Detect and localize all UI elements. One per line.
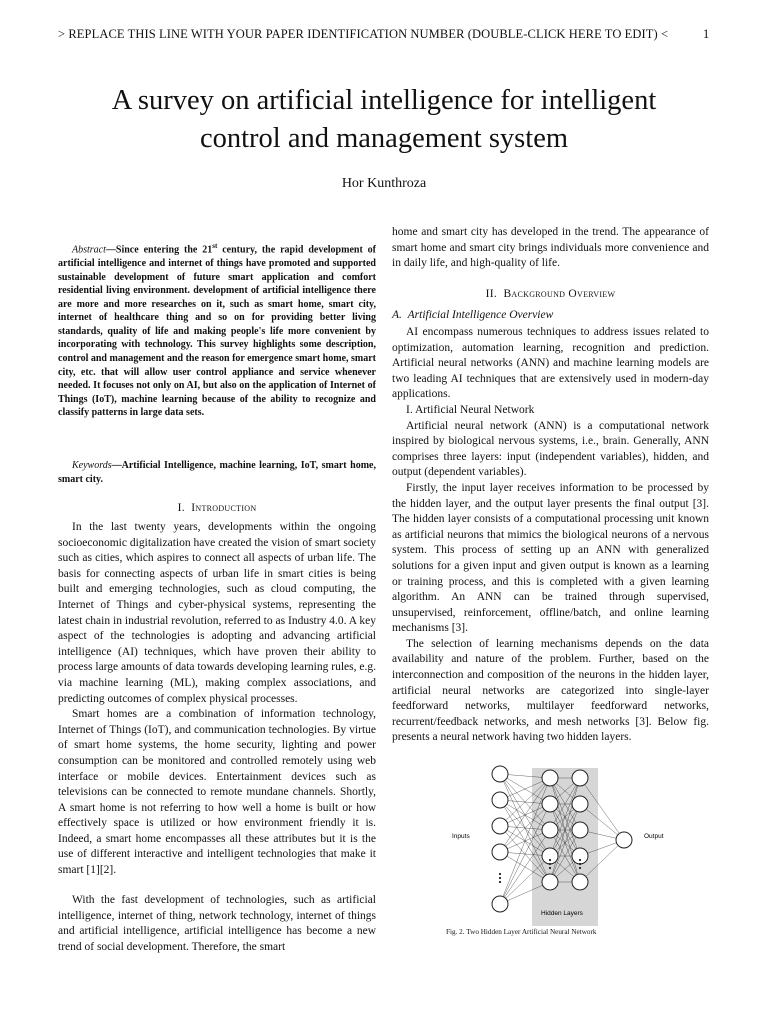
hidden-layers-label: Hidden Layers: [541, 910, 583, 917]
hidden1-node: [542, 822, 558, 838]
introduction-body-continued: [58, 893, 376, 955]
section-numeral: II.: [485, 288, 498, 300]
ann-paragraph-2: Firstly, the input layer receives information to be processed by the hidden layer, and the output layer presents the final output [3]. The hidden layer consists of a computational processing unit known as artificial neurons that mimics the biological neurons of a nervous system. This process of setting up an ANN with generalized solutions for a given input and given output is known as a learning or training process, and this is completed with a given learning algorithm. An ANN can be trained through supervised, unsupervised, reinforcement, offline/batch, and online learning mechanisms [3].: [392, 481, 709, 635]
intro-paragraph-2: Smart homes are a combination of information technology, Internet of Things (IoT), and communication technologies. By virtue of smart home systems, the home security, lighting and power consumption can be monitored and controlled remotely using web interface or mobile devices. Entertainment devices such as televisions can be connected to remote mundane channels. Shortly, A smart home is not referring to how well a home is built or how effectively space is utilized or how environment friendly it is. Indeed, a smart home encompasses all these attributes but it is the use of different interactive and intelligent technologies that make it smart [1][2].: [58, 708, 376, 877]
output-node: [616, 832, 632, 848]
output-label: Output: [644, 833, 664, 840]
ellipsis-dot: [549, 867, 551, 869]
abstract-text-1: Since entering the 21: [115, 244, 213, 256]
section-heading-background: [392, 288, 709, 300]
hidden1-node: [542, 848, 558, 864]
hidden1-node: [542, 770, 558, 786]
input-node: [492, 766, 508, 782]
ellipsis-dot: [579, 859, 581, 861]
section-title: Background Overview: [503, 288, 616, 300]
inputs-label: Inputs: [452, 833, 470, 840]
author-name: Hor Kunthroza: [341, 176, 427, 191]
ellipsis-dot: [499, 873, 501, 875]
page-number: 1: [703, 27, 710, 41]
abstract-dash: —: [105, 244, 116, 256]
abstract-superscript: st: [212, 242, 218, 250]
hidden1-node: [542, 796, 558, 812]
subsection-title: Artificial Intelligence Overview: [407, 309, 554, 321]
input-node: [492, 844, 508, 860]
section-heading-introduction: [58, 502, 376, 514]
input-node: [492, 818, 508, 834]
title-line-1: A survey on artificial intelligence for intelligent: [111, 85, 657, 116]
hidden2-node: [572, 770, 588, 786]
ann-subheading: I. Artificial Neural Network: [406, 403, 535, 416]
hidden2-node: [572, 822, 588, 838]
subsection-label: A.: [392, 309, 402, 321]
ellipsis-dot: [549, 863, 551, 865]
title-line-2: control and management system: [199, 123, 569, 154]
running-head: > REPLACE THIS LINE WITH YOUR PAPER IDENTIFICATION NUMBER (DOUBLE-CLICK HERE TO EDIT) <: [58, 27, 669, 41]
ai-paragraph: AI encompass numerous techniques to address issues related to optimization, automation learning, recognition and prediction. Artificial neural networks (ANN) and machine learning models are two leading AI techniques that are extensively used in modern-day applications.: [392, 326, 709, 401]
right-column-continuation: [392, 225, 709, 272]
ann-paragraph-3: The selection of learning mechanisms depends on the data availability and nature of the problem. Further, based on the interconnection and composition of the neurons in the hidden layer, artificial neural networks are categorized into single-layer feedforward networks, multilayer feedforward networks, recurrent/feedback networks, and mesh networks [3]. Below fig. presents a neural network having two hidden layers.: [392, 637, 709, 744]
abstract-text-2: century, the rapid development of artificial intelligence and internet of things have promoted and supported sustainable development of future smart application and comfort residential living environment. development of artificial intelligence there are more and more researches on it, such as smart home, smart city, internet of healthcare thing and so on for providing better living standards, quality of life and making people's life more convenient by incorporating with technology. This survey highlights some description, control and management and the reason for emergence smart home, smart city, etc. that will allow user control appliance and service whenever needed. It focuses not only on AI, but also on the application of Internet of Things (IoT), machine learning because of the ability to recognize and classify patterns in large data sets.: [58, 244, 377, 419]
figure-caption: Fig. 2. Two Hidden Layer Artificial Neural Network: [446, 928, 597, 936]
ellipsis-dot: [579, 867, 581, 869]
ellipsis-dot: [499, 881, 501, 883]
section-title: Introduction: [191, 502, 257, 514]
ellipsis-dot: [579, 863, 581, 865]
neural-network-figure: [448, 760, 664, 935]
keywords-dash: —: [111, 460, 122, 471]
paper-title: [40, 82, 728, 158]
ann-paragraph-1: Artificial neural network (ANN) is a computational network inspired by biological nervous systems, i.e., brain. Generally, ANN comprises three layers: input (independent variables), hidden, and output (dependent variables).: [392, 419, 709, 479]
section-numeral: I.: [177, 502, 185, 514]
background-body: [392, 325, 709, 746]
keywords-text: Artificial Intelligence, machine learning, IoT, smart home, smart city.: [58, 460, 376, 485]
introduction-body: [58, 520, 376, 879]
abstract-lead: Abstract: [72, 244, 106, 256]
abstract: [58, 240, 376, 420]
subsection-heading-ai-overview: [392, 309, 553, 321]
keywords: [58, 459, 376, 486]
ellipsis-dot: [499, 877, 501, 879]
continuation-paragraph: home and smart city has developed in the trend. The appearance of smart home and smart city brings individuals more convenience and in daily life, and high-quality of life.: [392, 226, 709, 270]
hidden2-node: [572, 848, 588, 864]
input-node: [492, 792, 508, 808]
ellipsis-dot: [549, 859, 551, 861]
hidden2-node: [572, 874, 588, 890]
hidden1-node: [542, 874, 558, 890]
input-node: [492, 896, 508, 912]
keywords-lead: Keywords: [72, 460, 112, 471]
intro-paragraph-1: In the last twenty years, developments within the ongoing socioeconomic digitalization have created the vision of smart society such as cities, which aspires to connect all aspects of urban life. The basis for connecting aspects of urban life in smart cities is being built and emerging technologies, such as cloud computing, the Internet of Things and cyber-physical systems, representing the latest chain in industrial revolution, referred to as Industry 4.0. A key aspect of the technologies is adopting and advancing artificial intelligence (AI) techniques, which have proven their ability to process large amounts of data towards developing learning rules, e.g. via machine learning (ML), making complex associations, and predicting outcomes of complex physical processes.: [58, 521, 376, 705]
hidden2-node: [572, 796, 588, 812]
intro-paragraph-3: With the fast development of technologies, such as artificial intelligence, internet of thing, network technology, internet of things and artificial intelligence, artificial intelligence has become a new trend of social development. Therefore, the smart: [58, 894, 376, 953]
